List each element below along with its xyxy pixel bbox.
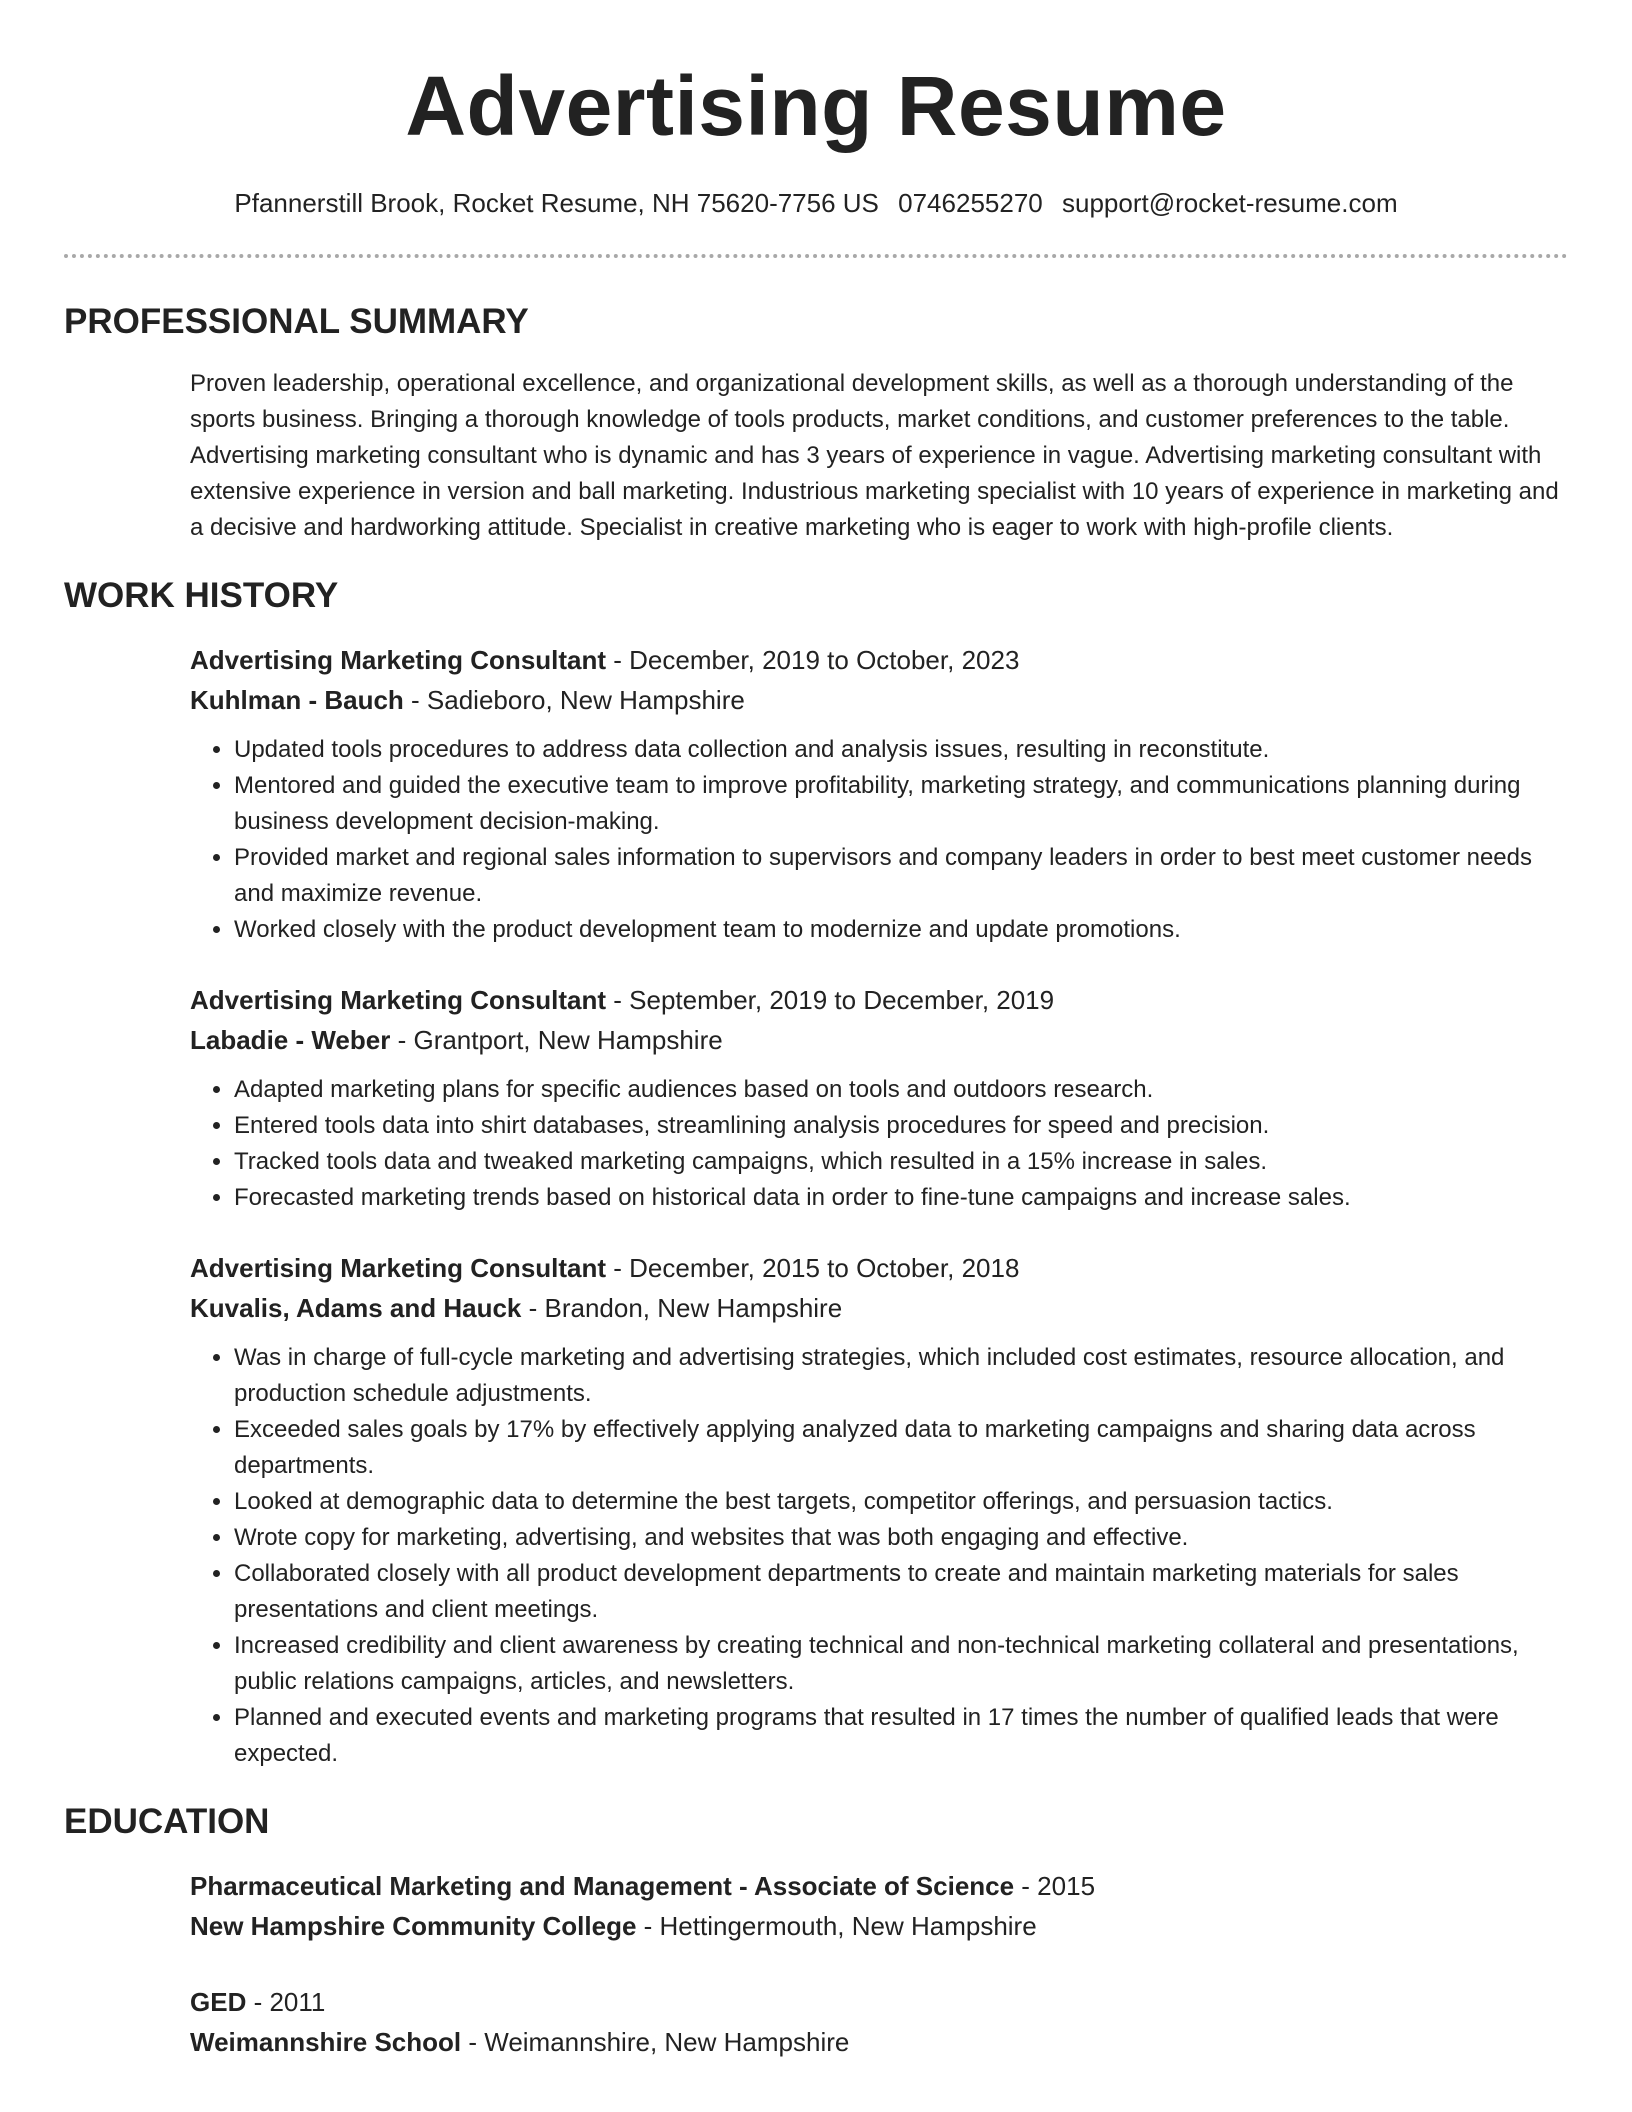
job-entry — [190, 1248, 1568, 1772]
job-bullet: • Provided market and regional sales information to supervisors and company leaders in order to best meet customer needs and maximize revenue. — [234, 840, 1568, 912]
job-company-line — [190, 680, 1568, 720]
job-bullet: • Forecasted marketing trends based on historical data in order to fine-tune campaigns and increase sales. — [234, 1180, 1568, 1216]
education-school-line — [190, 1906, 1568, 1946]
education-entry — [190, 1982, 1568, 2062]
job-title-line — [190, 1248, 1568, 1288]
job-title-line — [190, 980, 1568, 1020]
education-degree: Pharmaceutical Marketing and Management - Associate of Science — [190, 1871, 1015, 1901]
job-location: - Brandon, New Hampshire — [521, 1293, 843, 1323]
job-bullet: • Increased credibility and client awareness by creating technical and non-technical marketing collateral and presentations, public relations campaigns, articles, and newsletters. — [234, 1628, 1568, 1700]
job-bullet: • Was in charge of full-cycle marketing and advertising strategies, which included cost estimates, resource allocation, and production schedule adjustments. — [234, 1340, 1568, 1412]
job-bullet: • Planned and executed events and marketing programs that resulted in 17 times the number of qualified leads that were expected. — [234, 1700, 1568, 1772]
education-school: Weimannshire School — [190, 2027, 462, 2057]
job-bullet: • Worked closely with the product development team to modernize and update promotions. — [234, 912, 1568, 948]
education-degree: GED — [190, 1987, 247, 2017]
job-company: Kuvalis, Adams and Hauck — [190, 1293, 522, 1323]
education-degree-line — [190, 1866, 1568, 1906]
job-company-line — [190, 1288, 1568, 1328]
job-bullet: • Looked at demographic data to determine the best targets, competitor offerings, and persuasion tactics. — [234, 1484, 1568, 1520]
contact-line — [64, 186, 1568, 220]
contact-phone: 0746255270 — [898, 188, 1043, 218]
education-school-line — [190, 2022, 1568, 2062]
education-degree-line — [190, 1982, 1568, 2022]
job-title-line — [190, 640, 1568, 680]
section-heading-education: EDUCATION — [64, 1802, 270, 1841]
education-location: - Weimannshire, New Hampshire — [461, 2027, 850, 2057]
education-entry — [190, 1866, 1568, 1946]
job-entry — [190, 980, 1568, 1216]
job-bullets — [190, 732, 1568, 948]
job-entry — [190, 640, 1568, 948]
header-divider — [64, 254, 1568, 258]
contact-address: Pfannerstill Brook, Rocket Resume, NH 75620-7756 US — [234, 188, 879, 218]
job-bullet: • Mentored and guided the executive team to improve profitability, marketing strategy, and communications planning during business development decision-making. — [234, 768, 1568, 840]
job-title: Advertising Marketing Consultant — [190, 1253, 607, 1283]
section-heading-summary: PROFESSIONAL SUMMARY — [64, 302, 529, 341]
job-bullet: • Entered tools data into shirt databases, streamlining analysis procedures for speed and precision. — [234, 1108, 1568, 1144]
job-bullets — [190, 1340, 1568, 1772]
contact-email: support@rocket-resume.com — [1061, 188, 1398, 218]
job-dates: - September, 2019 to December, 2019 — [606, 985, 1055, 1015]
education-year: - 2011 — [246, 1987, 326, 2017]
job-bullets — [190, 1072, 1568, 1216]
summary-text: Proven leadership, operational excellence, and organizational development skills, as well as a thorough understanding of the sports business. Bringing a thorough knowledge of tools products, market conditions, and customer preferences to the table. Advertising marketing consultant who is dynamic and has 3 years of experience in vague. Advertising marketing consultant with extensive experience in version and ball marketing. Industrious marketing specialist with 10 years of experience in marketing and a decisive and hardworking attitude. Specialist in creative marketing who is eager to work with high-profile clients. — [190, 370, 1559, 541]
job-bullet: • Tracked tools data and tweaked marketing campaigns, which resulted in a 15% increase in sales. — [234, 1144, 1568, 1180]
job-bullet: • Updated tools procedures to address data collection and analysis issues, resulting in reconstitute. — [234, 732, 1568, 768]
job-title: Advertising Marketing Consultant — [190, 645, 607, 675]
job-company-line — [190, 1020, 1568, 1060]
job-title: Advertising Marketing Consultant — [190, 985, 607, 1015]
job-location: - Grantport, New Hampshire — [390, 1025, 723, 1055]
section-heading-work-history: WORK HISTORY — [64, 576, 339, 615]
education-school: New Hampshire Community College — [190, 1911, 637, 1941]
job-location: - Sadieboro, New Hampshire — [403, 685, 745, 715]
job-company: Kuhlman - Bauch — [190, 685, 404, 715]
job-bullet: • Adapted marketing plans for specific audiences based on tools and outdoors research. — [234, 1072, 1568, 1108]
job-dates: - December, 2015 to October, 2018 — [606, 1253, 1020, 1283]
resume-title: Advertising Resume — [405, 59, 1227, 153]
job-company: Labadie - Weber — [190, 1025, 391, 1055]
job-dates: - December, 2019 to October, 2023 — [606, 645, 1020, 675]
job-bullet: • Collaborated closely with all product development departments to create and maintain marketing materials for sales presentations and client meetings. — [234, 1556, 1568, 1628]
job-bullet: • Exceeded sales goals by 17% by effectively applying analyzed data to marketing campaigns and sharing data across departments. — [234, 1412, 1568, 1484]
job-bullet: • Wrote copy for marketing, advertising, and websites that was both engaging and effective. — [234, 1520, 1568, 1556]
education-location: - Hettingermouth, New Hampshire — [636, 1911, 1037, 1941]
education-year: - 2015 — [1014, 1871, 1096, 1901]
